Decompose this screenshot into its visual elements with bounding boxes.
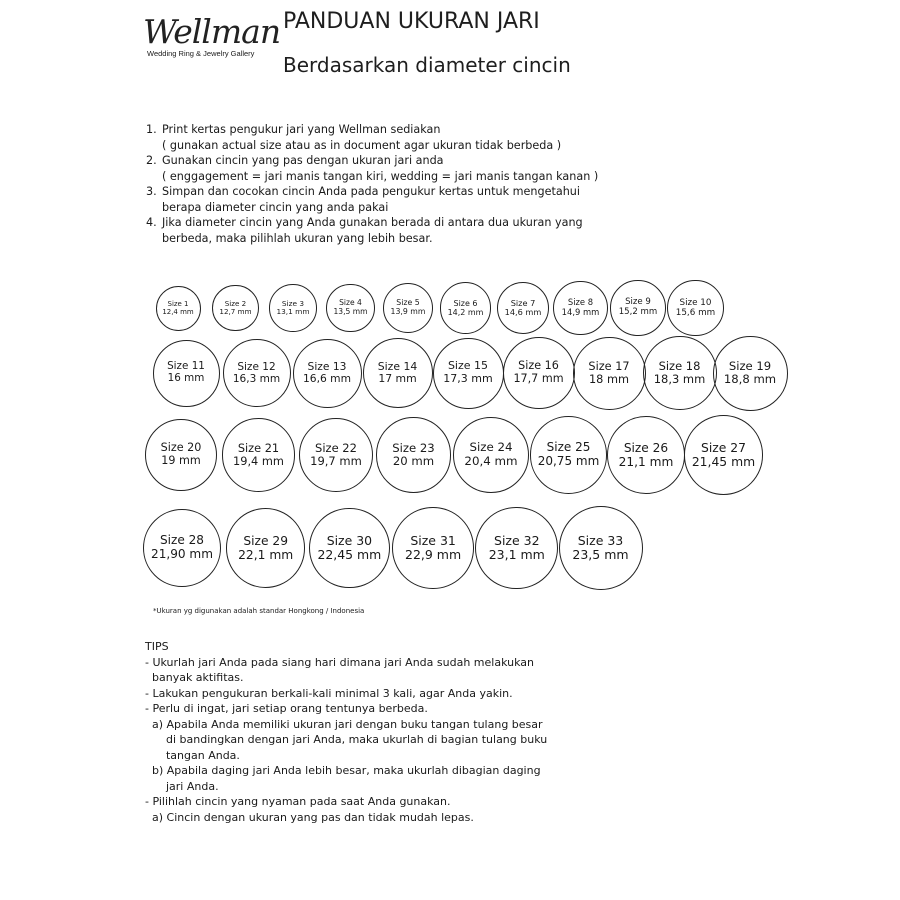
ring-size-circle [212, 285, 258, 331]
ring-size-circle [573, 337, 646, 410]
ring-size-diameter: 22,1 mm [238, 547, 294, 562]
ring-size-diameter: 19,4 mm [233, 453, 284, 468]
instruction-item [146, 184, 666, 215]
wellman-logo [143, 12, 281, 58]
tip-line: banyak aktifitas. [145, 671, 244, 684]
tip-line: di bandingkan dengan jari Anda, maka ukurlah di bagian tulang buku [145, 733, 548, 746]
instruction-number: 4. [146, 216, 157, 229]
ring-size-label: Size 16 [518, 359, 559, 373]
ring-size-label: Size 1 [167, 300, 189, 308]
ring-size-label: Size 5 [396, 298, 420, 308]
ring-size-circle [222, 418, 295, 491]
instructions-list [146, 122, 666, 246]
ring-size-circle [269, 284, 317, 332]
ring-size-diameter: 14,9 mm [561, 306, 600, 317]
tip-line: b) Apabila daging jari Anda lebih besar, maka ukurlah dibagian daging [145, 764, 541, 777]
ring-size-diameter: 13,9 mm [390, 306, 426, 316]
ring-size-diameter: 19 mm [161, 454, 201, 467]
ring-size-diameter: 15,2 mm [618, 306, 658, 317]
ring-size-label: Size 20 [160, 441, 202, 455]
ring-size-diameter: 16,6 mm [302, 372, 351, 385]
instruction-item [146, 215, 666, 246]
ring-size-label: Size 12 [237, 360, 276, 373]
ring-size-label: Size 14 [377, 359, 418, 373]
tips-heading: TIPS [145, 640, 169, 653]
ring-size-circle [667, 280, 724, 337]
instruction-text: berbeda, maka pilihlah ukuran yang lebih besar. [162, 231, 433, 245]
ring-size-circle [363, 338, 433, 408]
ring-size-label: Size 23 [392, 440, 435, 455]
ring-size-label: Size 29 [243, 533, 289, 548]
ring-size-label: Size 15 [447, 359, 489, 373]
ring-size-diameter: 17,3 mm [443, 372, 493, 385]
ring-size-circle [453, 417, 529, 493]
ring-size-label: Size 11 [167, 360, 205, 373]
ring-size-diameter: 12,7 mm [219, 306, 252, 316]
tip-line: jari Anda. [145, 779, 219, 793]
ring-size-circle [145, 419, 217, 491]
instruction-text: Simpan dan cocokan cincin Anda pada pengukur kertas untuk mengetahui [162, 185, 580, 198]
ring-size-label: Size 25 [546, 440, 591, 455]
ring-size-label: Size 32 [494, 532, 540, 548]
instruction-text: ( enggagement = jari manis tangan kiri, wedding = jari manis tangan kanan ) [162, 169, 599, 183]
ring-size-label: Size 6 [453, 298, 478, 308]
ring-size-diameter: 23,1 mm [488, 546, 545, 562]
ring-size-diameter: 22,45 mm [317, 546, 382, 562]
ring-size-diameter: 17 mm [378, 372, 417, 385]
ring-size-label: Size 21 [237, 440, 280, 455]
ring-size-label: Size 7 [510, 297, 536, 308]
ring-size-circle [607, 416, 686, 495]
ring-size-label: Size 18 [658, 358, 701, 373]
ring-size-circle [713, 336, 788, 411]
tip-line: - Ukurlah jari Anda pada siang hari dimana jari Anda sudah melakukan [145, 655, 534, 669]
ring-size-circle [392, 507, 474, 589]
ring-size-label: Size 19 [728, 358, 772, 373]
instruction-number: 2. [146, 154, 157, 167]
ring-size-diameter: 14,6 mm [504, 306, 542, 317]
ring-size-diameter: 18 mm [589, 373, 629, 386]
ring-size-circle [309, 508, 389, 588]
ring-size-diameter: 20 mm [392, 453, 435, 468]
ring-size-circle [376, 417, 451, 492]
ring-size-label: Size 4 [339, 298, 362, 308]
ring-size-circle [553, 281, 607, 335]
ring-size-diameter: 18,3 mm [653, 372, 706, 386]
instruction-number: 3. [146, 185, 157, 198]
page-title: PANDUAN UKURAN JARI [283, 9, 540, 34]
ring-size-label: Size 31 [410, 532, 456, 548]
ring-size-circle [383, 283, 433, 333]
tip-line: tangan Anda. [145, 748, 240, 762]
ring-size-circle [153, 340, 220, 407]
ring-size-circle [643, 336, 717, 410]
ring-size-circle [326, 284, 375, 333]
ring-size-diameter: 13,1 mm [276, 306, 310, 316]
ring-size-label: Size 9 [625, 297, 651, 308]
ring-size-diameter: 15,6 mm [675, 307, 716, 318]
ring-size-diameter: 21,90 mm [151, 547, 213, 561]
tip-line: a) Cincin dengan ukuran yang pas dan tidak mudah lepas. [145, 810, 474, 824]
ring-size-label: Size 2 [224, 298, 247, 308]
ring-size-label: Size 24 [469, 440, 513, 455]
ring-size-circle [299, 418, 373, 492]
ring-size-diameter: 21,1 mm [618, 454, 674, 469]
ring-size-diameter: 12,4 mm [162, 308, 194, 316]
ring-size-label: Size 3 [281, 298, 305, 308]
logo-wordmark: Wellman [143, 12, 281, 51]
ring-size-circle [530, 416, 608, 494]
tip-line: - Perlu di ingat, jari setiap orang tentunya berbeda. [145, 702, 428, 715]
ring-size-diameter: 14,2 mm [447, 308, 484, 317]
ring-size-diameter: 19,7 mm [310, 453, 362, 468]
ring-size-label: Size 13 [307, 359, 347, 373]
tips-section [145, 639, 595, 825]
ring-size-label: Size 28 [159, 533, 204, 548]
ring-size-diameter: 21,45 mm [691, 454, 756, 469]
tip-line: - Pilihlah cincin yang nyaman pada saat Anda gunakan. [145, 795, 451, 808]
ring-size-circle [497, 282, 550, 335]
ring-size-label: Size 33 [577, 532, 624, 548]
ring-size-circle [156, 286, 201, 331]
ring-size-diameter: 13,5 mm [333, 306, 368, 316]
tip-line: a) Apabila Anda memiliki ukuran jari dengan buku tangan tulang besar [145, 717, 543, 731]
ring-size-circle [684, 415, 764, 495]
ring-size-circle [610, 280, 665, 335]
ring-size-diameter: 16,3 mm [232, 373, 281, 385]
ring-size-label: Size 27 [700, 440, 746, 455]
ring-size-diameter: 16 mm [167, 372, 205, 384]
ring-size-label: Size 10 [679, 297, 712, 308]
instruction-item [146, 122, 666, 153]
ring-size-circle [293, 339, 362, 408]
ring-size-circle [475, 507, 558, 590]
ring-size-label: Size 26 [623, 440, 669, 455]
ring-size-diameter: 22,9 mm [405, 546, 462, 562]
instruction-text: berapa diameter cincin yang anda pakai [162, 200, 389, 214]
ring-size-circle [559, 506, 643, 590]
footnote: *Ukuran yg digunakan adalah standar Hongkong / Indonesia [153, 607, 365, 615]
logo-tagline: Wedding Ring & Jewelry Gallery [147, 49, 255, 58]
ring-size-diameter: 18,8 mm [723, 372, 777, 386]
tip-line: - Lakukan pengukuran berkali-kali minimal 3 kali, agar Anda yakin. [145, 686, 513, 700]
ring-size-label: Size 8 [567, 297, 594, 308]
instruction-text: ( gunakan actual size atau as in document agar ukuran tidak berbeda ) [162, 138, 562, 152]
ring-size-label: Size 22 [315, 440, 357, 455]
ring-size-circle [143, 509, 221, 587]
page-subtitle: Berdasarkan diameter cincin [283, 53, 571, 77]
ring-size-circle [440, 282, 492, 334]
ring-size-diameter: 23,5 mm [572, 547, 629, 562]
instruction-text: Gunakan cincin yang pas dengan ukuran jari anda [162, 154, 444, 167]
ring-size-diameter: 17,7 mm [513, 372, 564, 385]
ring-size-circle [223, 339, 291, 407]
ring-size-circle [503, 337, 575, 409]
instruction-text: Print kertas pengukur jari yang Wellman sediakan [162, 123, 441, 136]
ring-size-label: Size 30 [326, 532, 373, 548]
instruction-item [146, 153, 666, 184]
ring-size-label: Size 17 [588, 360, 630, 373]
ring-size-circle [226, 508, 305, 587]
ring-size-diameter: 20,4 mm [464, 453, 518, 468]
instruction-text: Jika diameter cincin yang Anda gunakan berada di antara dua ukuran yang [162, 216, 583, 229]
ring-size-circle [433, 338, 504, 409]
ring-size-diameter: 20,75 mm [537, 454, 600, 468]
instruction-number: 1. [146, 123, 157, 136]
